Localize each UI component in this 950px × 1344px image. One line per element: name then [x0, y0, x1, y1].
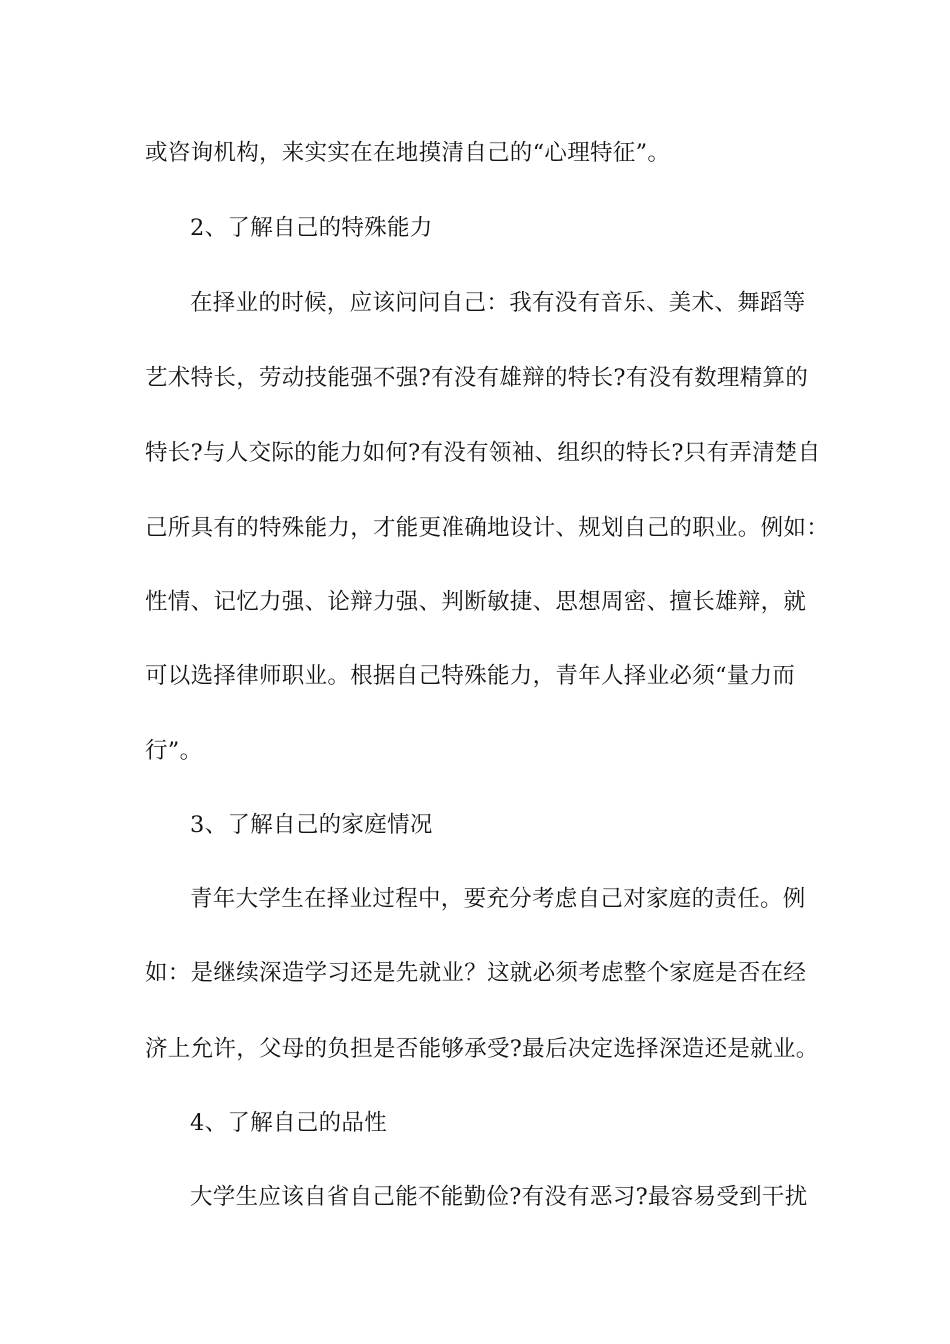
paragraph-line: 艺术特长，劳动技能强不强?有没有雄辩的特长?有没有数理精算的	[145, 365, 809, 391]
paragraph-line: 可以选择律师职业。根据自己特殊能力，青年人择业必须“量力而	[145, 663, 796, 689]
section-heading: 4、了解自己的品性	[190, 1110, 388, 1136]
section-heading: 2、了解自己的特殊能力	[190, 215, 433, 241]
paragraph-line: 大学生应该自省自己能不能勤俭?有没有恶习?最容易受到干扰	[190, 1184, 808, 1210]
paragraph-line: 特长?与人交际的能力如何?有没有领袖、组织的特长?只有弄清楚自	[145, 440, 821, 466]
paragraph-line: 济上允许，父母的负担是否能够承受?最后决定选择深造还是就业。	[145, 1036, 819, 1062]
section-heading: 3、了解自己的家庭情况	[190, 812, 433, 838]
paragraph-line: 性情、记忆力强、论辩力强、判断敏捷、思想周密、擅长雄辩，就	[145, 589, 807, 615]
paragraph-line: 青年大学生在择业过程中，要充分考虑自己对家庭的责任。例	[190, 886, 806, 912]
paragraph-line: 或咨询机构，来实实在在地摸清自己的“心理特征”。	[145, 140, 671, 166]
paragraph-line: 如：是继续深造学习还是先就业？这就必须考虑整个家庭是否在经	[145, 960, 807, 986]
paragraph-line: 在择业的时候，应该问问自己：我有没有音乐、美术、舞蹈等	[190, 290, 806, 316]
paragraph-line: 行”。	[145, 738, 203, 764]
paragraph-line: 己所具有的特殊能力，才能更准确地设计、规划自己的职业。例如：	[145, 515, 830, 541]
